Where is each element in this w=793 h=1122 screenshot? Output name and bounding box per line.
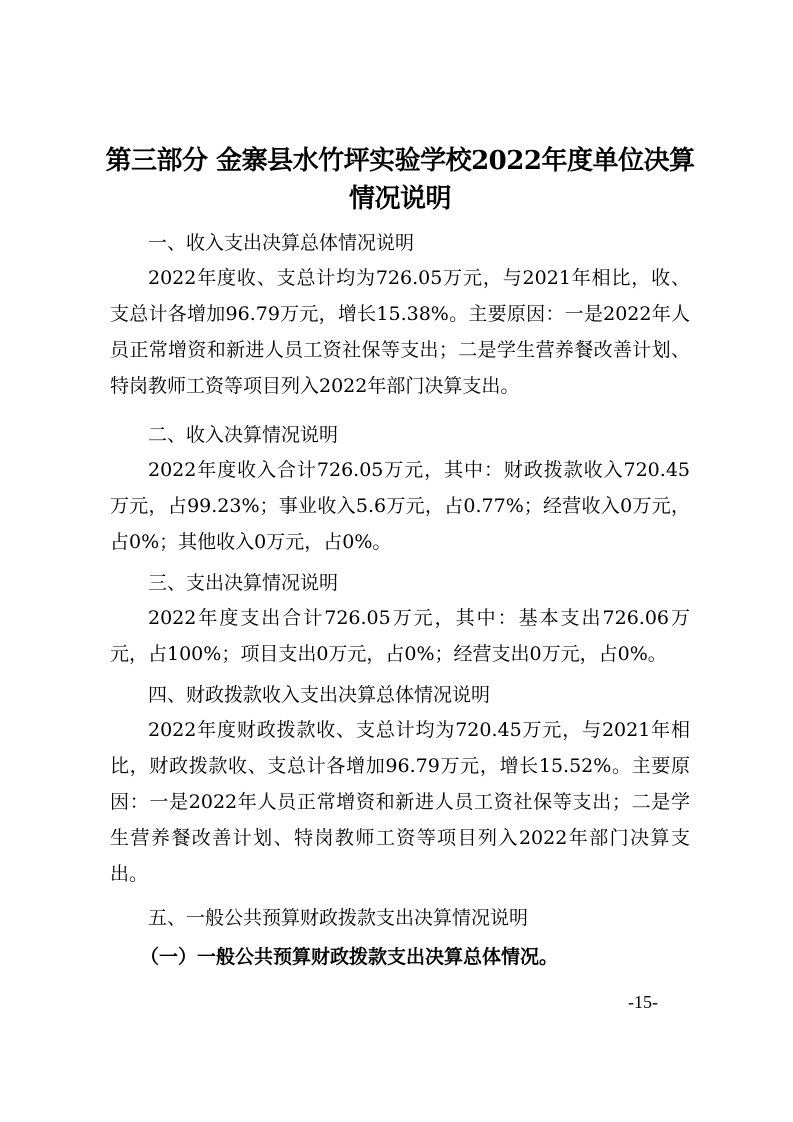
page-title: 第三部分 金寨县水竹坪实验学校2022年度单位决算情况说明 — [105, 146, 695, 214]
section-text-3: 2022年度支出合计726.05万元，其中：基本支出726.06万元，占100%；项目支出0万元，占0%；经营支出0万元，占0%。 — [110, 607, 690, 665]
section-text-4: 2022年度财政拨款收、支总计均为720.45万元，与2021年相比，财政拨款收、支总计各增加96.79万元，增长15.52%。主要原因：一是2022年人员正常增资和新进人员工资社保等支出；二是学生营养餐改善计划、特岗教师工资等项目列入2022年部门决算支出。 — [110, 719, 690, 885]
section-text-1: 2022年度收、支总计均为726.05万元，与2021年相比，收、支总计各增加96.79万元，增长15.38%。主要原因：一是2022年人员正常增资和新进人员工资社保等支出；二是学生营养餐改善计划、特岗教师工资等项目列入2022年部门决算支出。 — [110, 267, 690, 397]
page-number: -15- — [628, 992, 658, 1012]
section-heading-1: 一、收入支出决算总体情况说明 — [148, 232, 415, 254]
section-heading-2: 二、收入决算情况说明 — [148, 424, 339, 446]
section-text-2: 2022年度收入合计726.05万元，其中：财政拨款收入720.45万元，占99.23%；事业收入5.6万元，占0.77%；经营收入0万元，占0%；其他收入0万元，占0%。 — [110, 459, 690, 553]
section-heading-5: 五、一般公共预算财政拨款支出决算情况说明 — [148, 907, 529, 929]
subheading: （一）一般公共预算财政拨款支出决算总体情况。 — [140, 946, 559, 968]
section-heading-3: 三、支出决算情况说明 — [148, 572, 339, 594]
section-heading-4: 四、财政拨款收入支出决算总体情况说明 — [148, 684, 491, 706]
